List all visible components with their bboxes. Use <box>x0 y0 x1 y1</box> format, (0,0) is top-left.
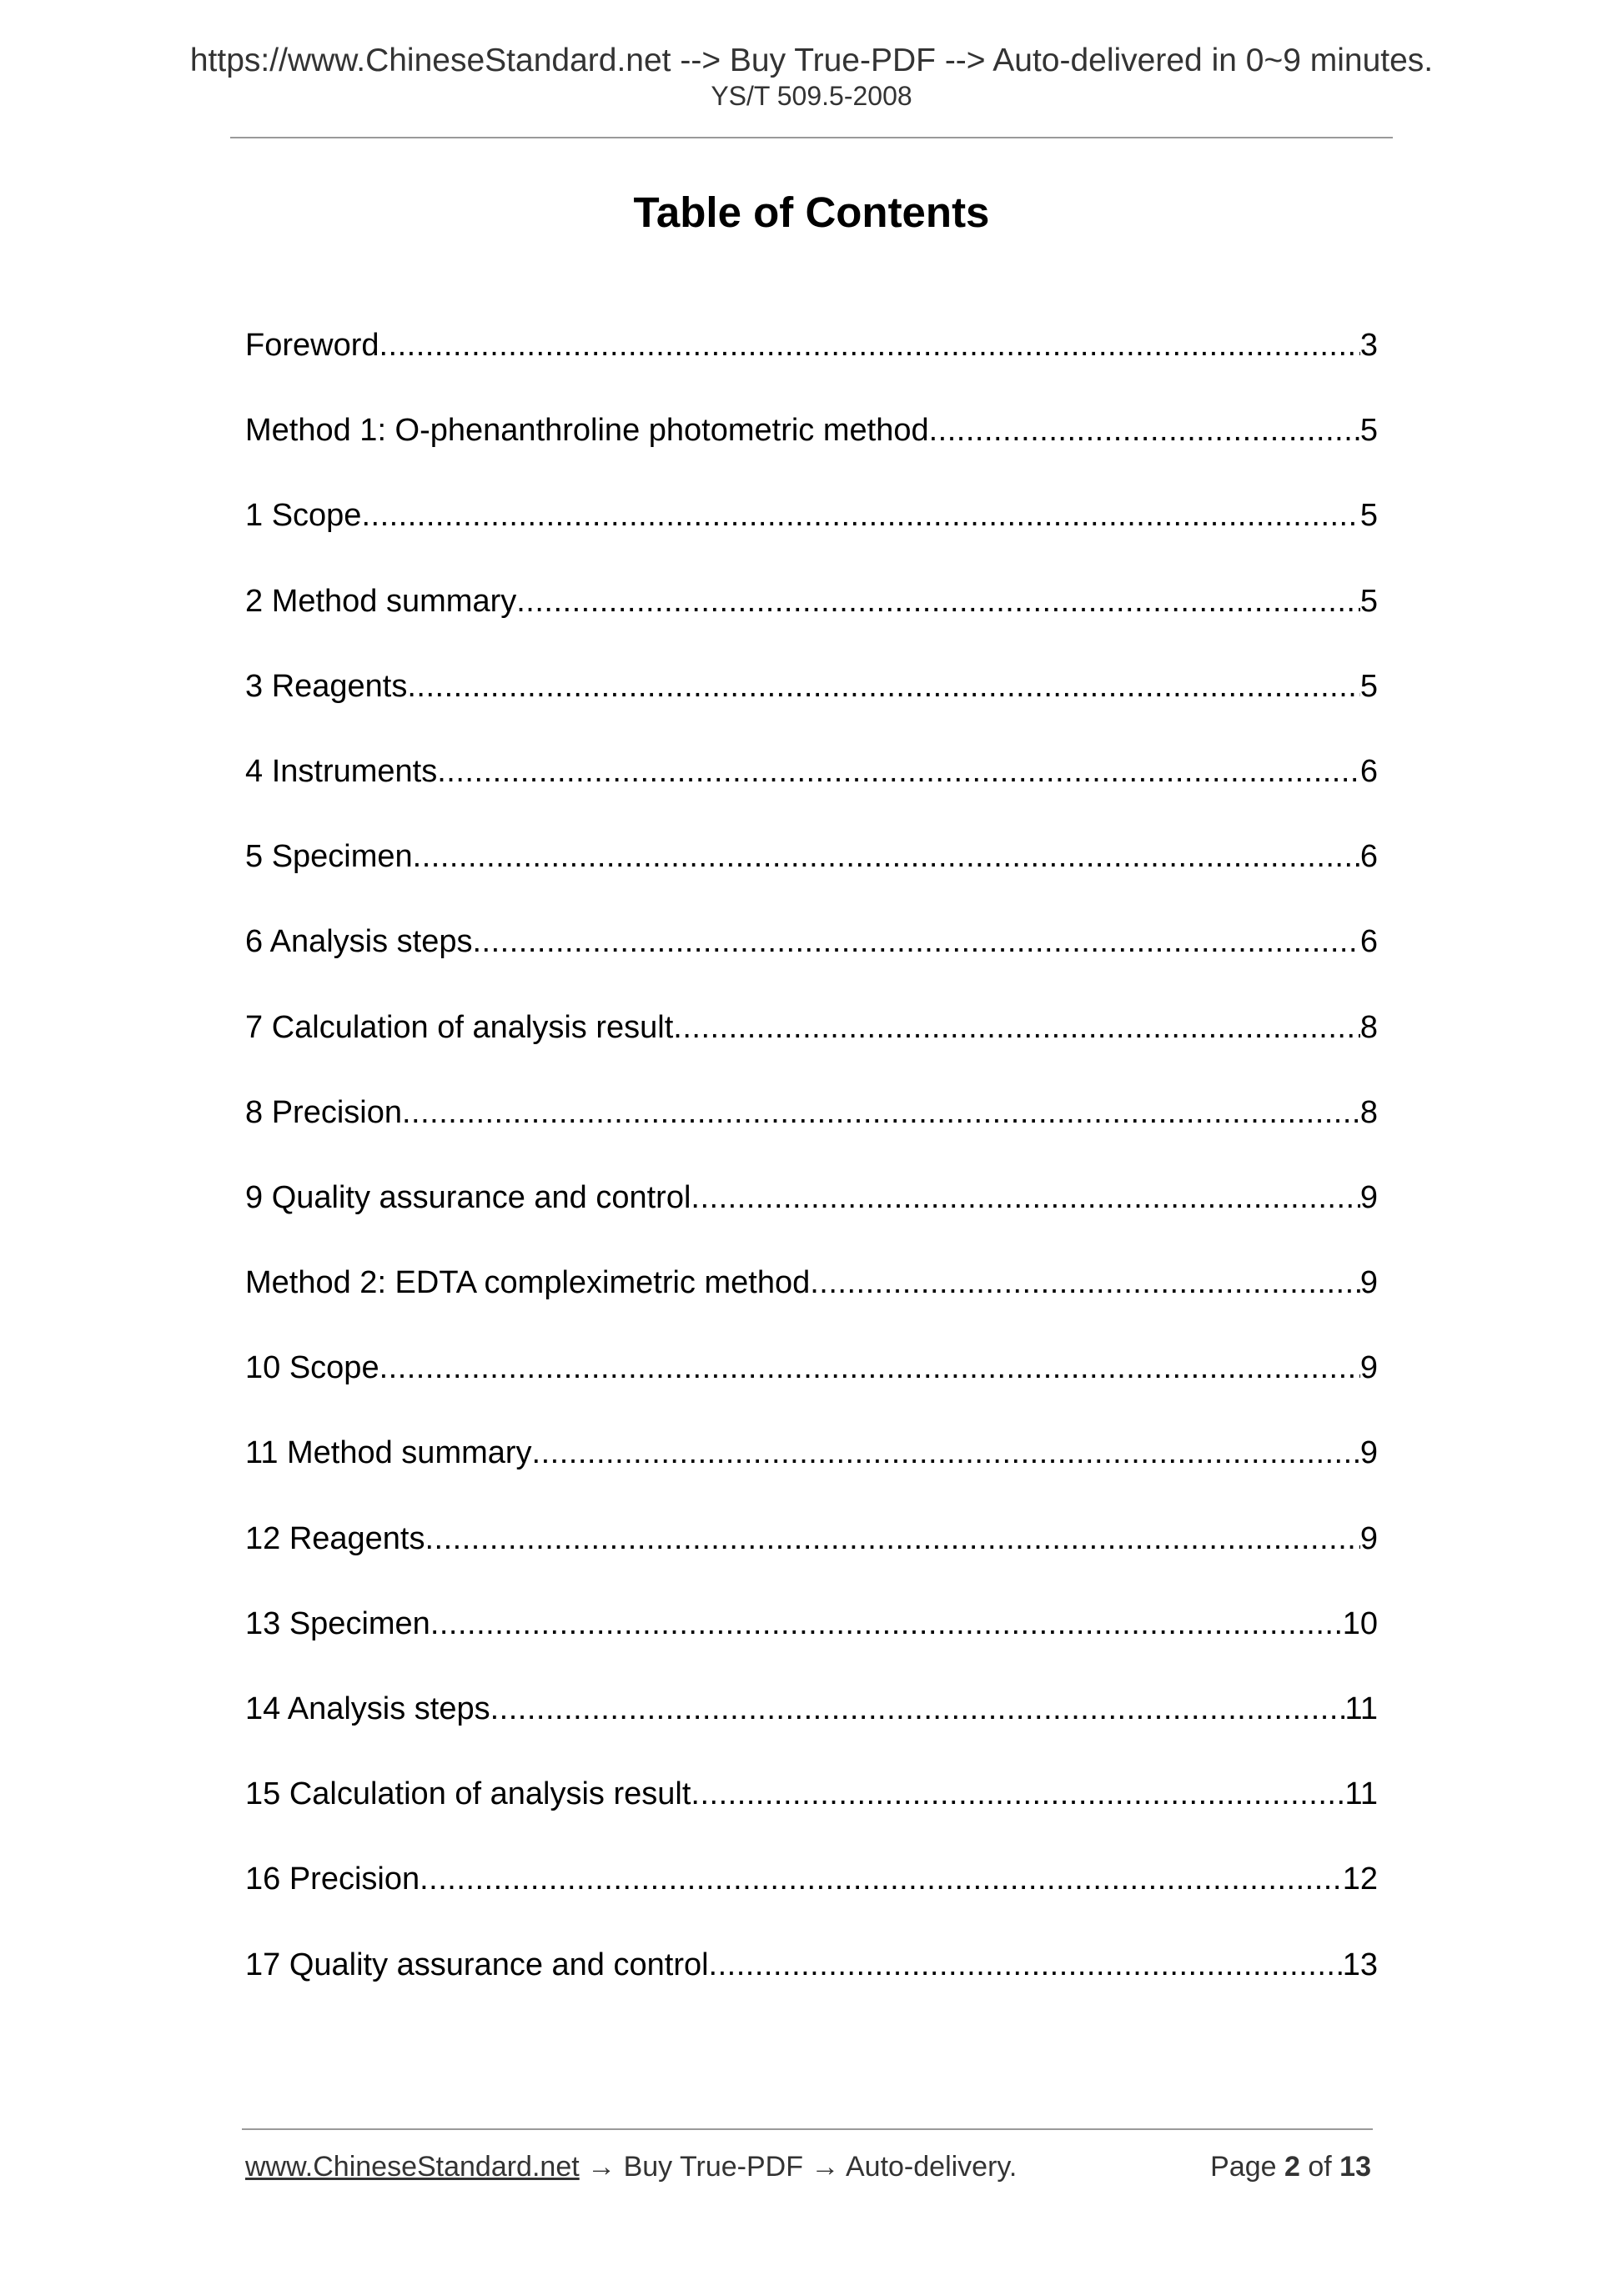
dot-leader <box>472 920 1359 963</box>
dot-leader <box>673 1006 1360 1049</box>
dot-leader <box>413 835 1360 878</box>
toc-entry-method-summary-2[interactable] <box>245 1431 1378 1516</box>
dot-leader <box>490 1687 1345 1731</box>
toc-entry-label: 4 Instruments <box>245 753 438 789</box>
toc-entry-label: 7 Calculation of analysis result <box>245 1009 674 1045</box>
footer-left <box>245 2150 1017 2184</box>
total-pages-number: 13 <box>1339 2151 1371 2183</box>
toc-entry-label: 17 Quality assurance and control <box>245 1947 709 1982</box>
current-page-number: 2 <box>1284 2151 1300 2183</box>
toc-entry-label: 10 Scope <box>245 1350 379 1386</box>
dot-leader <box>929 409 1360 452</box>
toc-entry-label: 3 Reagents <box>245 668 408 704</box>
toc-entry-method-summary[interactable] <box>245 580 1378 665</box>
toc-entry-page: 5 <box>1359 668 1378 704</box>
toc-entry-scope[interactable] <box>245 494 1378 579</box>
toc-entry-instruments[interactable] <box>245 750 1378 835</box>
toc-entry-page: 9 <box>1359 1179 1378 1215</box>
toc-entry-page: 9 <box>1359 1350 1378 1386</box>
dot-leader <box>691 1176 1359 1219</box>
toc-title: Table of Contents <box>633 188 990 236</box>
toc-entry-precision[interactable] <box>245 1091 1378 1176</box>
toc-entry-page: 11 <box>1344 1691 1378 1726</box>
toc-entry-page: 5 <box>1359 413 1378 449</box>
toc-entry-method-1[interactable] <box>245 409 1378 494</box>
toc-entry-quality-assurance[interactable] <box>245 1176 1378 1261</box>
toc-entry-page: 9 <box>1359 1435 1378 1471</box>
toc-entry-specimen[interactable] <box>245 835 1378 920</box>
dot-leader <box>437 750 1360 793</box>
header-banner: https://www.ChineseStandard.net --> Buy True-PDF --> Auto-delivered in 0~9 minutes. <box>189 43 1434 78</box>
site-link[interactable]: www.ChineseStandard.net <box>245 2151 580 2183</box>
toc-entry-label: 13 Specimen <box>245 1605 430 1641</box>
toc-entry-label: 9 Quality assurance and control <box>245 1179 691 1215</box>
dot-leader <box>810 1261 1360 1304</box>
toc-entry-label: 16 Precision <box>245 1861 420 1897</box>
dot-leader <box>361 494 1359 537</box>
dot-leader <box>379 324 1360 367</box>
page-of-word: of <box>1299 2151 1340 2183</box>
toc-entry-label: 2 Method summary <box>245 583 517 619</box>
dot-leader <box>402 1091 1360 1134</box>
toc-list <box>245 324 1378 2028</box>
toc-entry-page: 6 <box>1359 924 1378 960</box>
toc-entry-label: 5 Specimen <box>245 839 413 875</box>
toc-entry-label: 14 Analysis steps <box>245 1691 490 1726</box>
toc-entry-page: 12 <box>1342 1861 1378 1897</box>
dot-leader <box>516 580 1360 623</box>
toc-entry-page: 5 <box>1359 583 1378 619</box>
toc-entry-page: 9 <box>1359 1265 1378 1301</box>
toc-entry-page: 6 <box>1359 839 1378 875</box>
toc-entry-foreword[interactable] <box>245 324 1378 409</box>
toc-entry-reagents-2[interactable] <box>245 1517 1378 1602</box>
footer-tagline: → Buy True-PDF → Auto-delivery. <box>579 2151 1018 2183</box>
dot-leader <box>430 1602 1343 1645</box>
toc-entry-page: 5 <box>1359 498 1378 534</box>
toc-entry-calculation[interactable] <box>245 1006 1378 1091</box>
dot-leader <box>407 665 1359 708</box>
footer-divider <box>242 2128 1373 2130</box>
toc-entry-label: 15 Calculation of analysis result <box>245 1776 691 1812</box>
toc-entry-label: 8 Precision <box>245 1094 402 1130</box>
toc-entry-page: 3 <box>1359 328 1378 363</box>
dot-leader <box>691 1772 1344 1816</box>
dot-leader <box>420 1857 1343 1901</box>
toc-entry-label: 1 Scope <box>245 498 362 534</box>
toc-entry-label: 11 Method summary <box>245 1435 532 1471</box>
toc-entry-label: Foreword <box>245 328 379 363</box>
standard-code: YS/T 509.5-2008 <box>711 81 912 111</box>
dot-leader <box>379 1346 1360 1389</box>
toc-entry-quality-assurance-2[interactable] <box>245 1943 1378 2028</box>
toc-entry-label: Method 1: O-phenanthroline photometric method <box>245 413 929 449</box>
toc-entry-page: 13 <box>1342 1947 1378 1982</box>
dot-leader <box>532 1431 1360 1475</box>
toc-entry-precision-2[interactable] <box>245 1857 1378 1942</box>
header-divider <box>230 137 1393 138</box>
toc-entry-label: Method 2: EDTA compleximetric method <box>245 1265 811 1301</box>
toc-entry-specimen-2[interactable] <box>245 1602 1378 1687</box>
toc-entry-label: 12 Reagents <box>245 1520 425 1556</box>
toc-entry-label: 6 Analysis steps <box>245 924 473 960</box>
dot-leader <box>425 1517 1360 1560</box>
toc-entry-calculation-2[interactable] <box>245 1772 1378 1857</box>
toc-entry-page: 10 <box>1342 1605 1378 1641</box>
toc-entry-page: 9 <box>1359 1520 1378 1556</box>
toc-entry-scope-2[interactable] <box>245 1346 1378 1431</box>
toc-entry-page: 8 <box>1359 1094 1378 1130</box>
toc-entry-method-2[interactable] <box>245 1261 1378 1346</box>
page-indicator <box>1210 2150 1371 2184</box>
toc-entry-analysis-steps-2[interactable] <box>245 1687 1378 1772</box>
toc-entry-page: 11 <box>1344 1776 1378 1812</box>
toc-entry-analysis-steps[interactable] <box>245 920 1378 1005</box>
toc-entry-reagents[interactable] <box>245 665 1378 750</box>
toc-entry-page: 8 <box>1359 1009 1378 1045</box>
dot-leader <box>709 1943 1343 1987</box>
page-word: Page <box>1210 2151 1284 2183</box>
toc-entry-page: 6 <box>1359 753 1378 789</box>
